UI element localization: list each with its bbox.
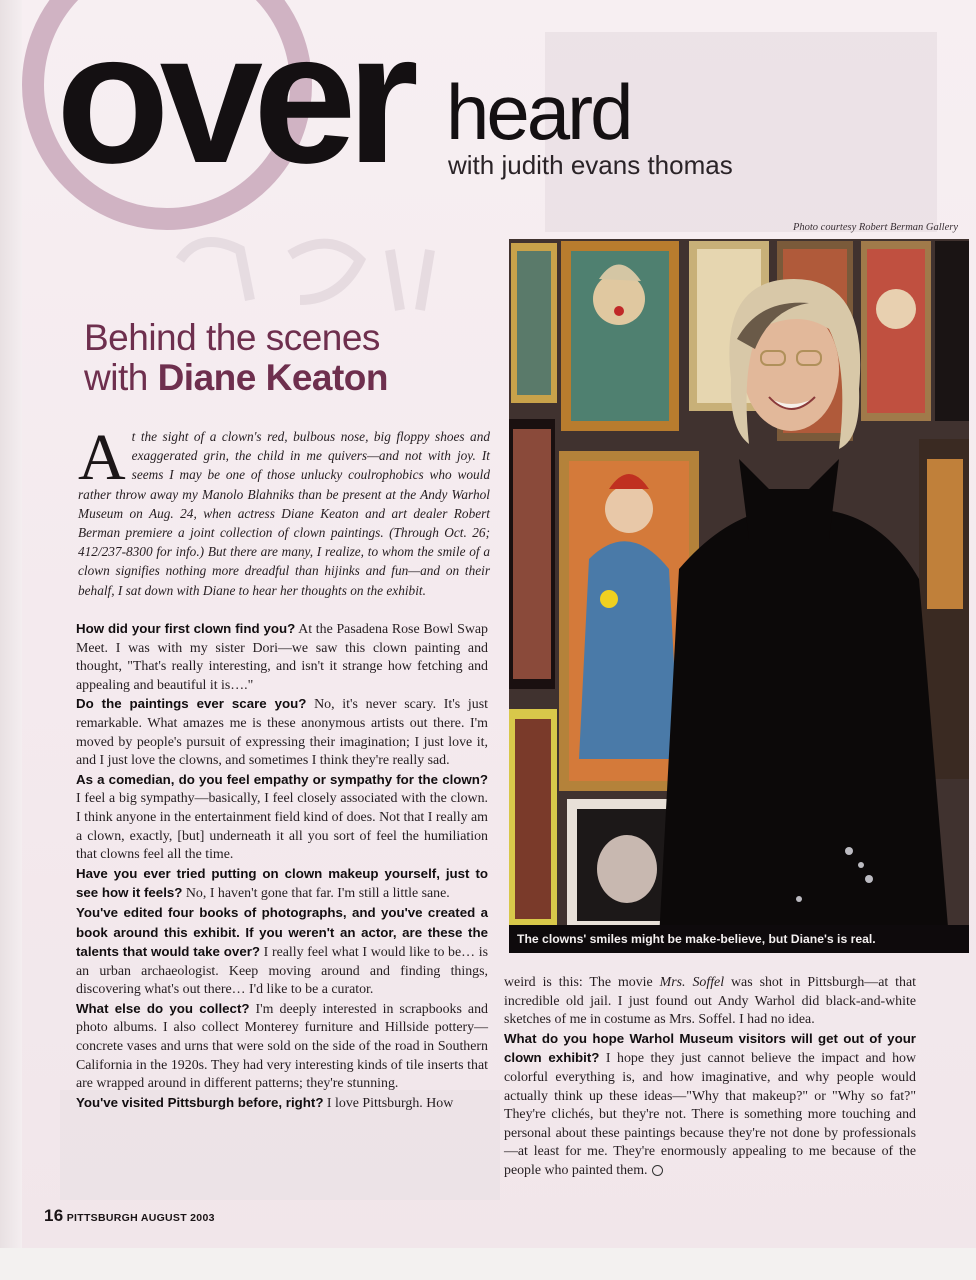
question: Do the paintings ever scare you? (76, 696, 307, 712)
qa-item (76, 1000, 488, 1094)
answer: I really feel what I would like to be… is an urban archaeologist. Keep moving around and finding things, discovering what's out there… I'd like to be a curator. (76, 945, 488, 998)
issue-date: AUGUST 2003 (140, 1212, 215, 1224)
masthead-heard: heard (446, 68, 631, 156)
headline-prefix: with (84, 357, 158, 398)
question: How did your first clown find you? (76, 621, 296, 636)
answer: At the Pasadena Rose Bowl Swap Meet. I was with my sister Dori—we saw this clown painting and thought, "That's really interesting, and isn't it strange how fetching and appealing and beautiful it is…." (76, 622, 488, 693)
photo-caption: The clowns' smiles might be make-believe, but Diane's is real. (509, 925, 969, 953)
question: What do you hope Warhol Museum visitors will get out of your clown exhibit? (504, 1030, 916, 1066)
answer: No, I haven't gone that far. I'm still a little sane. (182, 886, 450, 902)
scan-margin (0, 1248, 976, 1280)
question: Have you ever tried putting on clown makeup yourself, just to see how it feels? (76, 865, 488, 901)
qa-item (504, 1030, 916, 1181)
answer: No, it's never scary. It's just remarkable. What amazes me is these anonymous artists out there. I'm moved by people's pursuit of expressing their imagination; I just love it, and I just love the clowns, and sometimes I think they're really sad. (76, 697, 488, 769)
answer: I'm deeply interested in scrapbooks and photo albums. I also collect Monterey furniture and Hillside pottery—concrete vases and urns that were sold on the side of the road in Southern California in the 1920s. They had very interesting kinds of tile inserts that are wrapped around in different patterns; they're stunning. (76, 1001, 488, 1092)
question: You've visited Pittsburgh before, right? (76, 1094, 324, 1110)
publication-name: PITTSBURGH (66, 1212, 138, 1224)
answer: I love Pittsburgh. How (323, 1095, 454, 1111)
masthead-byline: with judith evans thomas (448, 150, 733, 180)
answer: I feel a big sympathy—basically, I feel closely associated with the clown. I think anyone in the entertainment field kind of does. Not that I really am a clown, exactly, [but] underneath it all you sort of feel the humiliation that clowns feel all the time. (76, 791, 488, 863)
photo-illustration (509, 239, 969, 953)
headline-line-2 (84, 358, 388, 398)
page-number: 16 (44, 1206, 64, 1225)
left-column-qa (76, 620, 488, 1113)
qa-item (76, 1094, 488, 1114)
page-folio (44, 1206, 215, 1226)
question: You've edited four books of photographs, and you've created a book around this exhibit. If you weren't an actor, are these the talents that would take over? (76, 904, 488, 960)
qa-item (76, 865, 488, 904)
intro-paragraph (78, 421, 490, 600)
headline-name: Diane Keaton (157, 357, 389, 398)
article-headline (84, 318, 388, 398)
headline-line-1: Behind the scenes (84, 317, 380, 358)
qa-item (76, 771, 488, 865)
photo-credit: Photo courtesy Robert Berman Gallery (792, 222, 958, 233)
end-mark-icon (652, 1165, 663, 1176)
movie-title: Mrs. Soffel (659, 975, 725, 990)
qa-item (76, 620, 488, 695)
question: What else do you collect? (76, 1000, 250, 1016)
drop-cap: A (78, 421, 126, 494)
question: As a comedian, do you feel empathy or sympathy for the clown? (76, 771, 488, 787)
feature-photo (509, 239, 969, 953)
continued-answer: weird is this: The movie Mrs. Soffel was shot in Pittsburgh—at that incredible old jail. I just found out Andy Warhol did black-and-white sketches of me in costume as Mrs. Soffel. I had no idea. (504, 975, 916, 1028)
masthead-over: over (56, 0, 409, 202)
answer: I hope they just cannot believe the impact and how colorful everything is, and how imaginative, and why people would actually think up these ideas—"Why that makeup?" or "Why so fat?" They're clichés, but they're not. There is something more touching and personal about these paintings because they're not done by professionals—at least for me. They're enormously appealing to me because of the people who painted them. (504, 1051, 916, 1178)
right-column-qa (504, 974, 916, 1181)
qa-item (76, 695, 488, 770)
qa-item (76, 904, 488, 1000)
intro-text: t the sight of a clown's red, bulbous nose, big floppy shoes and exaggerated grin, the child in me quivers—and not with joy. It seems I may be one of those unlucky coulrophobics who would rather throw away my Manolo Blahniks than be present at the Andy Warhol Museum on Aug. 24, when actress Diane Keaton and art dealer Robert Berman premiere a joint collection of clown paintings. (Through Oct. 26; 412/237-8300 for info.) But there are many, I realize, to whom the smile of a clown signifies nothing more dreadful than hijinks and fun—and on their behalf, I sat down with Diane to hear her thoughts on the exhibit. (78, 429, 490, 598)
